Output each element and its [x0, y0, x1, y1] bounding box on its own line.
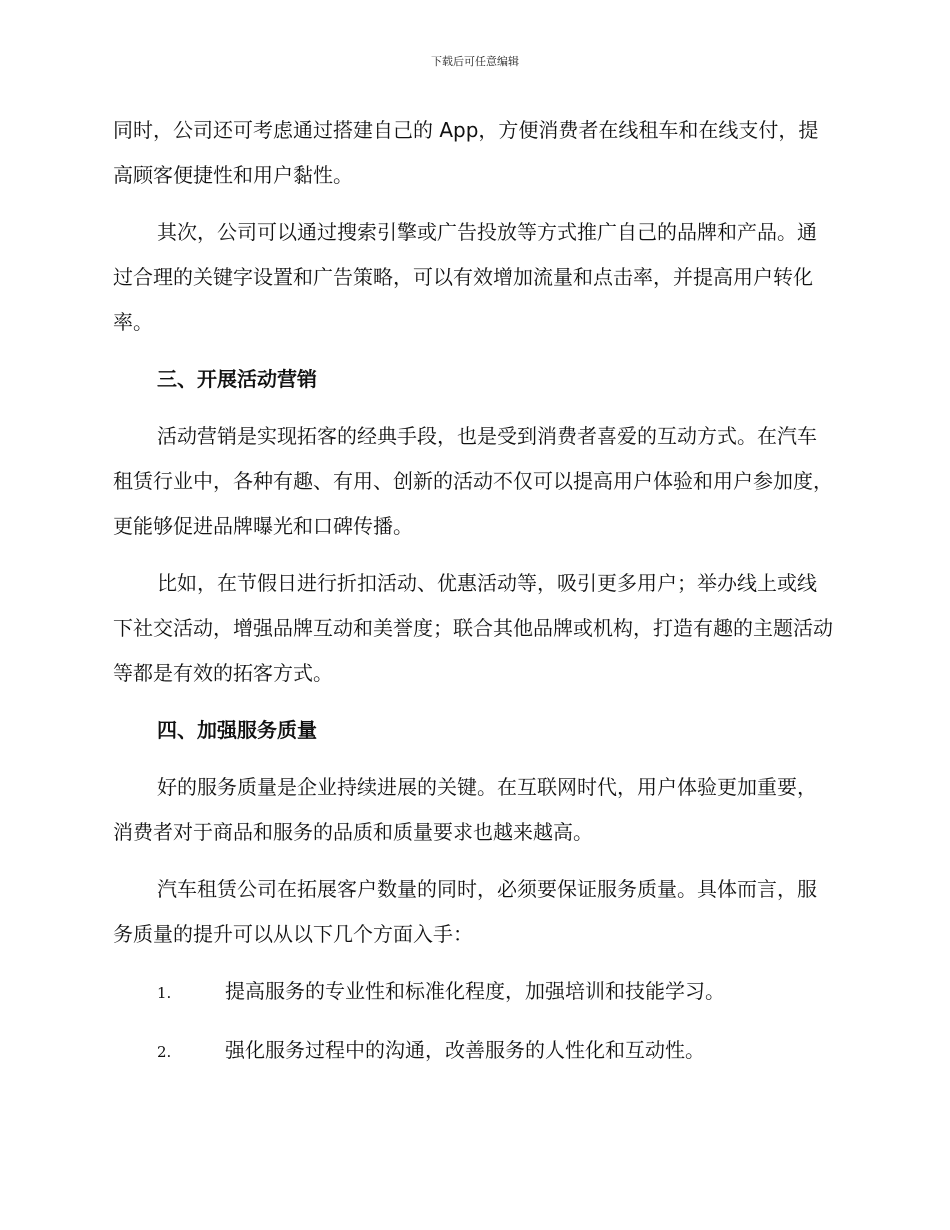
paragraph-service-aspects: 汽车租赁公司在拓展客户数量的同时，必须要保证服务质量。具体而言，服务质量的提升可以从以下几个方面入手： [113, 877, 817, 946]
section-heading-service-quality: 四、加强服务质量 [157, 718, 317, 742]
list-item-text: 强化服务过程中的沟通，改善服务的人性化和互动性。 [225, 1038, 705, 1062]
paragraph-activity-marketing: 活动营销是实现拓客的经典手段，也是受到消费者喜爱的互动方式。在汽车租赁行业中，各种有趣、有用、创新的活动不仅可以提高用户体验和用户参加度，更能够促进品牌曝光和口碑传播。 [113, 424, 833, 538]
list-item-number: 1. [157, 984, 172, 1002]
paragraph-search-ads: 其次，公司可以通过搜索引擎或广告投放等方式推广自己的品牌和产品。通过合理的关键字设置和广告策略，可以有效增加流量和点击率，并提高用户转化率。 [113, 220, 817, 334]
header-note: 下载后可任意编辑 [431, 55, 519, 68]
paragraph-service-importance: 好的服务质量是企业持续进展的关键。在互联网时代，用户体验更加重要，消费者对于商品和服务的品质和质量要求也越来越高。 [113, 775, 817, 844]
section-heading-activity-marketing: 三、开展活动营销 [157, 367, 317, 391]
list-item-number: 2. [157, 1043, 172, 1061]
list-item-text: 提高服务的专业性和标准化程度，加强培训和技能学习。 [225, 979, 725, 1003]
list-item [113, 969, 835, 1016]
document-body [113, 108, 835, 1087]
paragraph-app: 同时，公司还可考虑通过搭建自己的 App，方便消费者在线租车和在线支付，提高顾客便捷性和用户黏性。 [113, 118, 819, 187]
list-item [113, 1028, 835, 1075]
paragraph-activity-examples: 比如，在节假日进行折扣活动、优惠活动等，吸引更多用户；举办线上或线下社交活动，增强品牌互动和美誉度；联合其他品牌或机构，打造有趣的主题活动等都是有效的拓客方式。 [113, 571, 833, 685]
